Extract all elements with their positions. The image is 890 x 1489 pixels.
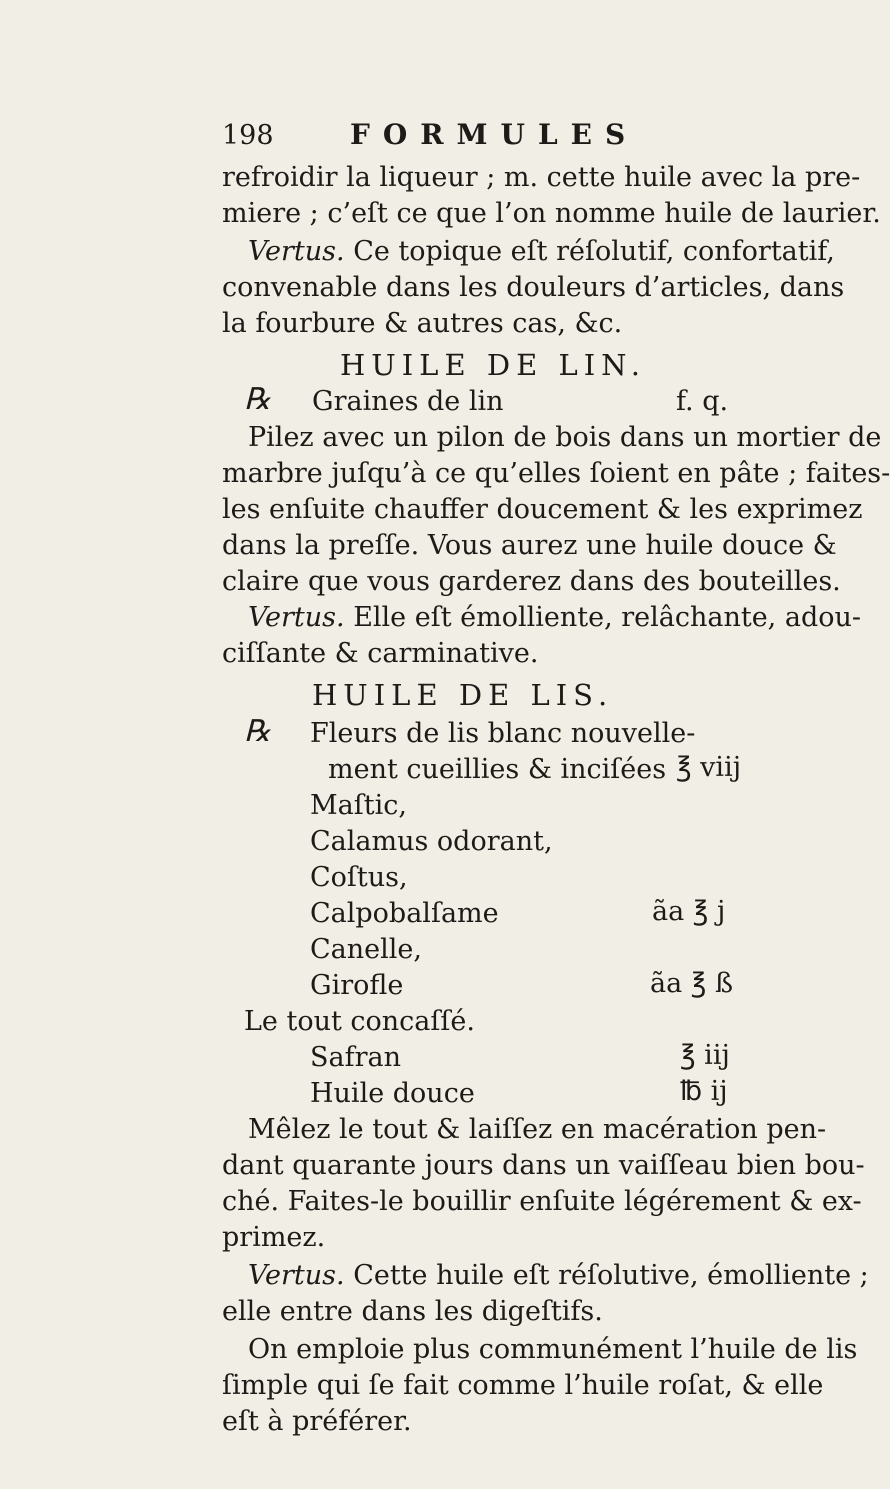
vertus-label: Vertus. [248, 602, 345, 633]
ingredient-name: Maſtic, [310, 790, 407, 821]
text-line: On emploie plus communément l’huile de lis [248, 1334, 858, 1365]
vertus-line [248, 1258, 869, 1294]
intro-line-5: la fourbure & autres cas, &c. [222, 308, 623, 339]
ingredient-name: Safran [310, 1042, 401, 1073]
vertus-text: Cette huile eſt réſolutive, émolliente ; [353, 1260, 869, 1291]
ingredient-name: Fleurs de lis blanc nouvelle- [310, 718, 696, 749]
vertus-line [248, 600, 861, 636]
ingredient-name: Calpobalſame [310, 898, 499, 929]
text-line: marbre juſqu’à ce qu’elles ſoient en pâte ; faites- [222, 458, 890, 489]
intro-line-2: miere ; c’eſt ce que l’on nomme huile de laurier. [222, 198, 881, 229]
section-title-lin: HUILE DE LIN. [340, 348, 646, 382]
vertus-text: Elle eſt émolliente, relâchante, adou- [353, 602, 861, 633]
ingredient-name: Girofle [310, 970, 404, 1001]
text-line: ché. Faites-le bouillir enſuite légérement & ex- [222, 1186, 862, 1217]
text-line: eſt à préférer. [222, 1406, 412, 1437]
ingredient-quantity: ℥ viij [676, 752, 742, 783]
ingredient-name: Graines de lin [312, 386, 504, 417]
recipe-symbol: ℞ [244, 382, 271, 417]
ingredient-name: Calamus odorant, [310, 826, 553, 857]
ingredient-quantity: f. q. [676, 386, 729, 417]
intro-line-4: convenable dans les douleurs d’articles, dans [222, 272, 845, 303]
intro-vertus-line [248, 234, 835, 270]
ingredient-name: ment cueillies & inciſées [328, 754, 667, 785]
section-title-lis: HUILE DE LIS. [312, 678, 614, 712]
intro-line-1: refroidir la liqueur ; m. cette huile avec la pre- [222, 162, 861, 193]
running-title: FORMULES [350, 118, 639, 151]
text-line: primez. [222, 1222, 326, 1253]
ingredient-quantity: ãa ℥ j [652, 896, 726, 927]
concasse-line: Le tout concaſſé. [244, 1006, 475, 1037]
ingredient-quantity: ℥ iij [680, 1040, 730, 1071]
text-line: les enſuite chauffer doucement & les exprimez [222, 494, 863, 525]
ingredient-quantity: ãa ℥ ß [650, 968, 733, 999]
text-line: ſimple qui ſe fait comme l’huile roſat, & elle [222, 1370, 824, 1401]
vertus-label: Vertus. [248, 1260, 345, 1291]
text-line: ciſſante & carminative. [222, 638, 539, 669]
text-line: elle entre dans les digeſtifs. [222, 1296, 603, 1327]
text-line: Pilez avec un pilon de bois dans un mortier de [248, 422, 882, 453]
text-line: Mêlez le tout & laiſſez en macération pen- [248, 1114, 827, 1145]
text-line: dant quarante jours dans un vaiſſeau bien bou- [222, 1150, 865, 1181]
ingredient-name: Canelle, [310, 934, 422, 965]
text-line: claire que vous garderez dans des bouteilles. [222, 566, 841, 597]
text-line: dans la preſſe. Vous aurez une huile douce & [222, 530, 837, 561]
recipe-symbol: ℞ [244, 714, 271, 749]
intro-line-3: Ce topique eſt réſolutif, confortatif, [353, 236, 835, 267]
ingredient-quantity: ℔ ij [680, 1076, 728, 1107]
page-number: 198 [222, 120, 274, 151]
vertus-label: Vertus. [248, 236, 345, 267]
ingredient-name: Coſtus, [310, 862, 408, 893]
ingredient-name: Huile douce [310, 1078, 475, 1109]
